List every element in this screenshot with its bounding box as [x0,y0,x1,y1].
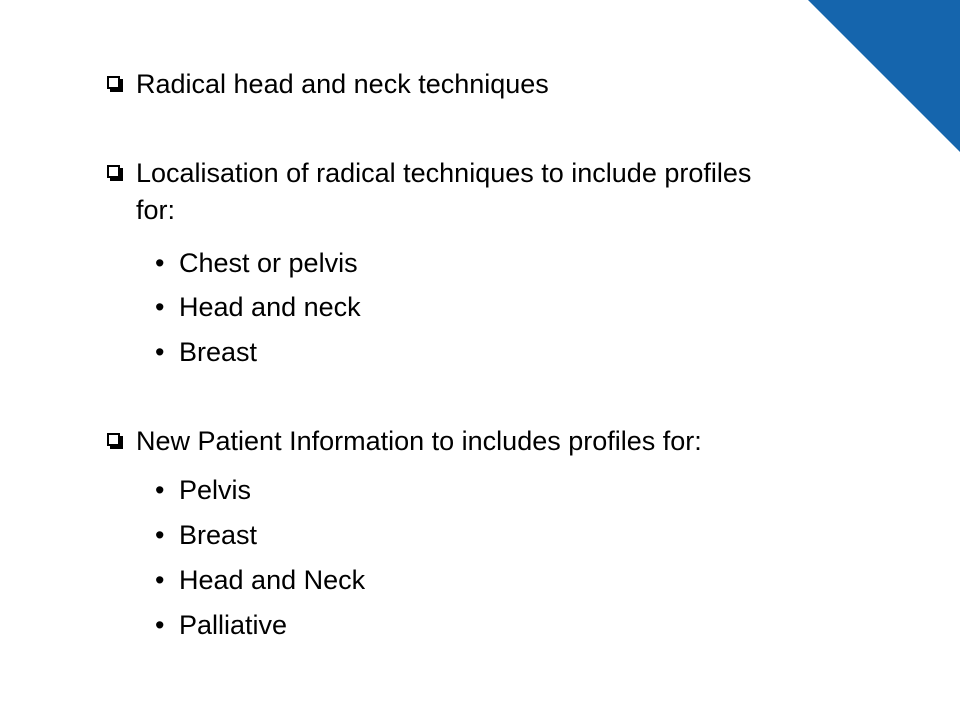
bullet-dot-icon: • [155,292,165,322]
bullet-dot-icon: • [155,565,165,595]
list-item [155,247,358,279]
bullet-dot-icon: • [155,337,165,367]
checkbox-bullet-icon [107,76,120,89]
bullet-dot-icon: • [155,610,165,640]
list-item-label: Head and Neck [179,565,366,595]
list-item-label: Head and neck [179,292,361,322]
blue-triangle [808,0,960,152]
bullet-dot-icon: • [155,248,165,278]
bullet-dot-icon: • [155,475,165,505]
list-item-label: Breast [179,337,258,367]
checkbox-bullet-icon [107,433,120,446]
list-item [155,336,257,368]
list-item-label: Breast [179,520,258,550]
section-heading-localisation [107,157,751,189]
section-heading-radical-head-neck [107,68,549,100]
list-item [155,609,287,641]
section-heading-new-patient-info [107,425,702,457]
corner-triangle-decoration [808,0,960,152]
list-item [155,519,257,551]
list-item-label: Chest or pelvis [179,248,358,278]
list-item-label: Palliative [179,610,288,640]
checkbox-bullet-icon [107,165,120,178]
section-heading-continuation: for: [136,195,176,225]
list-item-label: Pelvis [179,475,252,505]
section-heading-text: New Patient Information to includes profiles for: [136,426,702,456]
section-heading-text: Radical head and neck techniques [136,69,549,99]
section-heading-text: Localisation of radical techniques to include profiles [136,158,752,188]
list-item [155,291,361,323]
list-item [155,474,251,506]
list-item [155,564,365,596]
bullet-dot-icon: • [155,520,165,550]
